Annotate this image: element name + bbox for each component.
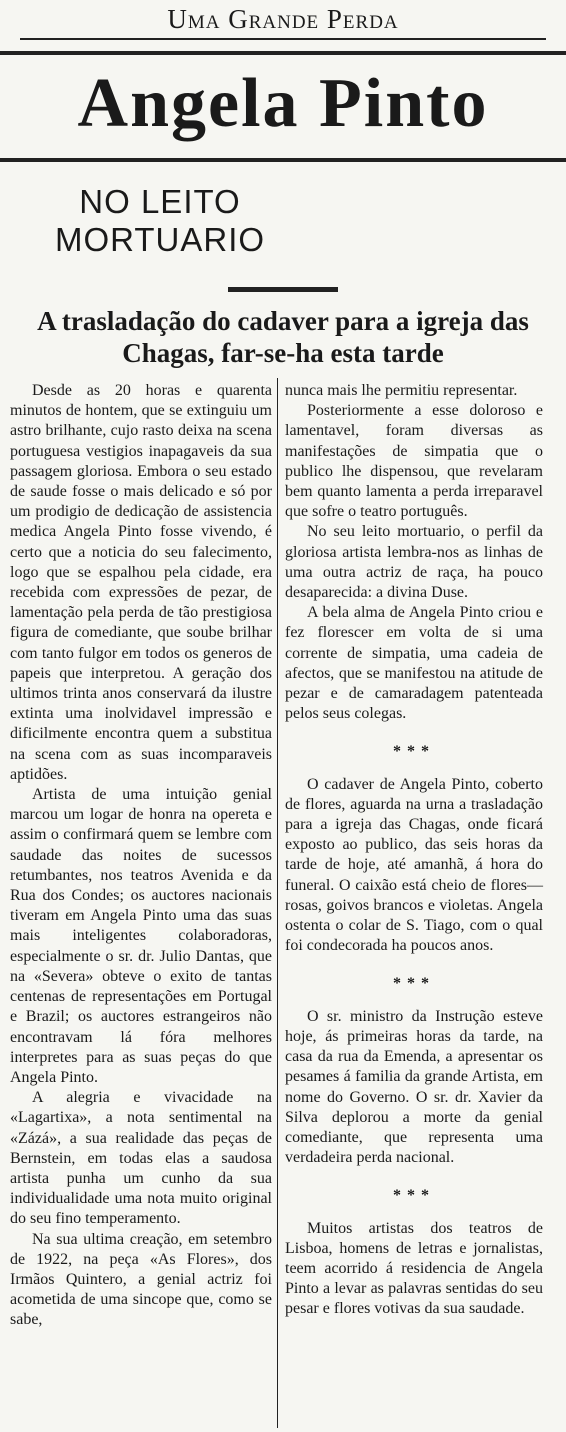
masthead-rule-bottom (0, 158, 566, 162)
paragraph: O sr. ministro da Instrução esteve hoje, ás primeiras horas da tarde, na casa da rua da Emenda, a apresentar os pesames á familia da grande Artista, em nome do Governo. O sr. dr. Xavier da Silva deplorou a morte da genial comediante, que representa uma verdadeira perda nacional. (285, 1007, 543, 1167)
deck-line-2: Chagas, far-se-ha esta tarde (122, 338, 444, 368)
top-rule (20, 38, 546, 40)
paragraph: Posteriormente a esse doloroso e lamentavel, foram diversas as manifestações de simpatia que o publico lhe dispensou, que revelaram bem quanto lamenta a perda irreparavel que sofre o teatro português. (285, 402, 543, 521)
deck-headline (0, 305, 566, 369)
section-separator: *** (393, 1187, 435, 1205)
paragraph: O cadaver de Angela Pinto, coberto de flores, aguarda na urna a trasladação para a igreja das Chagas, onde ficará exposto ao publico, das seis horas da tarde de hoje, até amanhã, á hora do funeral. O caixão está cheio de flores—rosas, goivos brancos e violetas. Angela ostenta o colar de S. Tiago, com o qual foi condecorada ha poucos anos. (285, 775, 543, 955)
paragraph: nunca mais lhe permitiu representar. (285, 382, 518, 399)
subheadline-line-2: MORTUARIO (54, 221, 266, 258)
section-separator: *** (393, 975, 435, 993)
paragraph: Na sua ultima creação, em setembro de 1922, na peça «As Flores», dos Irmãos Quintero, a genial actriz foi acometida de uma sincope que, como se sabe, (10, 1230, 272, 1329)
paragraph: Artista de uma intuição genial marcou um logar de honra na opereta e assim o confirmará quem se lembre com saudade das noites de sucessos retumbantes, nos teatros Avenida e da Rua dos Condes; os auctores nacionais tiveram em Angela Pinto uma das suas mais inteligentes colaboradoras, especialmente o sr. dr. Julio Dantas, que na «Severa» obteve o exito de tantas centenas de representações em Portugal e Brazil; os auctores estrangeiros não encontravam lá fóra melhores interpretes para as suas peças do que Angela Pinto. (10, 786, 272, 1086)
section-kicker: Uma Grande Perda (167, 4, 399, 34)
deck-line-1: A trasladação do cadaver para a igreja das (37, 306, 529, 336)
subheadline (0, 183, 320, 259)
paragraph: Desde as 20 horas e quarenta minutos de hontem, que se extinguiu um astro brilhante, cujo rasto deixa na scena portuguesa vestigios inapagaveis da sua passagem gloriosa. Embora o seu estado de saude fosse o mais delicado e só por um prodigio de dedicação de assistencia medica Angela Pinto fosse vivendo, é certo que a noticia do seu falecimento, logo que se espalhou pela cidade, era recebida com expressões de pezar, de lamentação pela perda de tão prestigiosa figura de comediante, que soube brilhar com tanto fulgor em todos os generos de papeis que interpretou. A geração dos ultimos trinta anos conservará da ilustre extinta uma inolvidavel impressão e dificilmente encontra quem a substitua na scena com as suas incomparaveis aptidões. (10, 382, 272, 783)
article-column-right (285, 381, 543, 1320)
article-column-left (10, 381, 272, 1331)
masthead-title: Angela Pinto (77, 65, 489, 142)
paragraph: A alegria e vivacidade na «Lagartixa», a nota sentimental na «Zázá», a sua realidade das peças de Bernstein, em todas elas a saudosa artista punha um cunho da sua individualidade uma nota muito original do seu fino temperamento. (10, 1089, 272, 1228)
column-divider (277, 378, 278, 1428)
paragraph: A bela alma de Angela Pinto criou e fez florescer em volta de si uma corrente de simpatia, uma cadeia de afectos, que se manifestou na atitude de pezar e de camaradagem patenteada pelos seus colegas. (285, 604, 543, 723)
section-separator: *** (393, 743, 435, 761)
paragraph: Muitos artistas dos teatros de Lisboa, homens de letras e jornalistas, teem acorrido á residencia de Angela Pinto a levar as palavras sentidas do seu pesar e flores votivas da sua saudade. (285, 1219, 543, 1318)
subheadline-line-1: NO LEITO (79, 183, 241, 220)
short-divider (228, 287, 338, 292)
paragraph: No seu leito mortuario, o perfil da gloriosa artista lembra-nos as linhas de uma outra actriz de raça, ha pouco desaparecida: a divina Duse. (285, 523, 543, 602)
